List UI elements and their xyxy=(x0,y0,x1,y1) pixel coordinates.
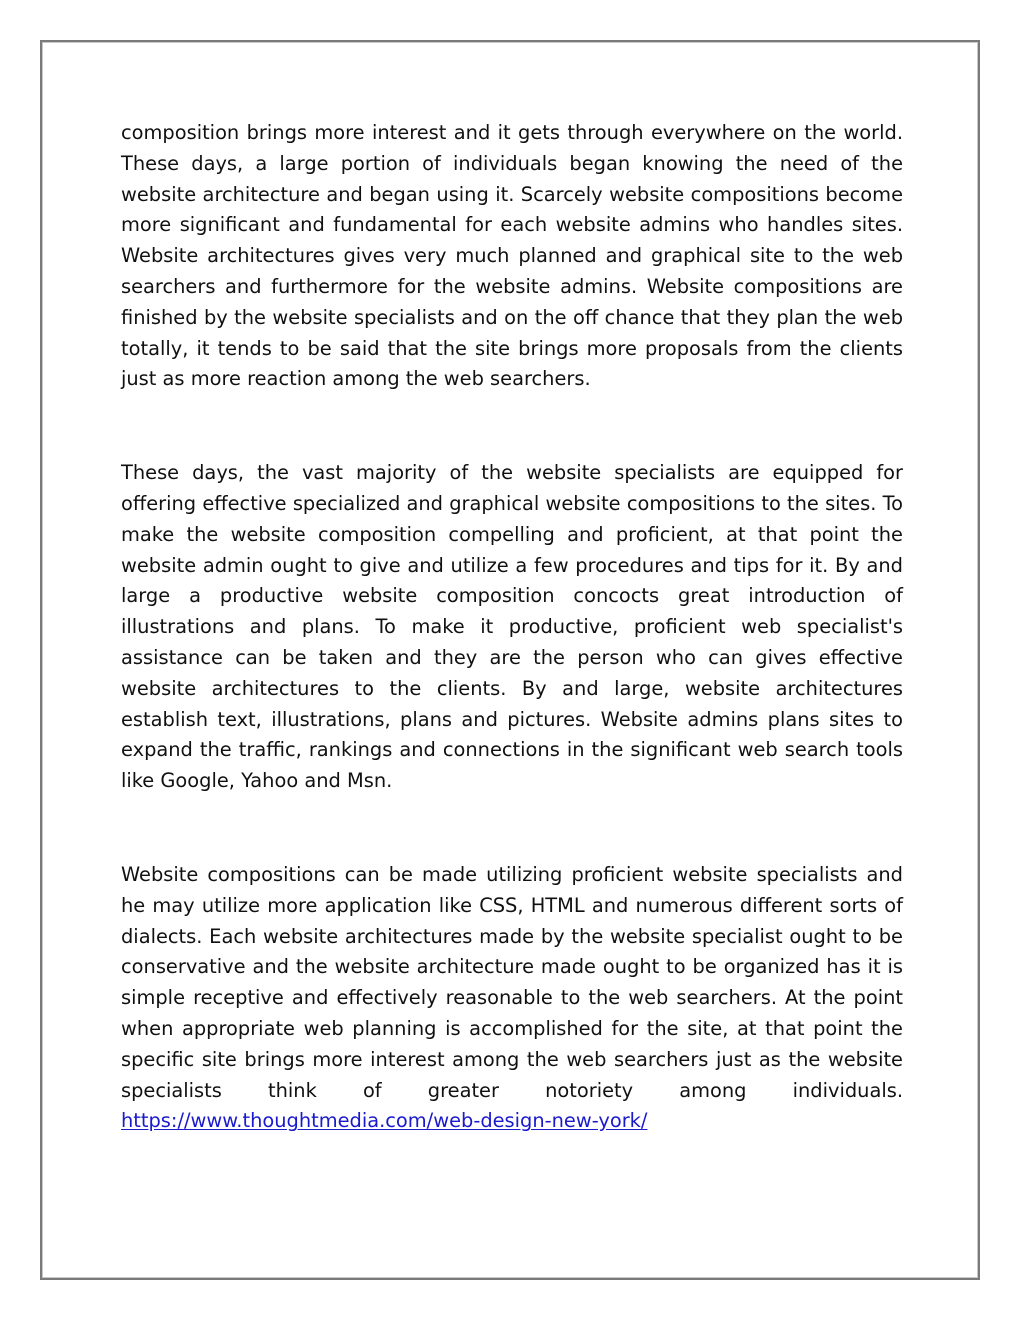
paragraph-1 xyxy=(121,118,903,395)
paragraph-3 xyxy=(121,860,903,1137)
document-body xyxy=(121,118,903,1137)
paragraph-1-text: composition brings more interest and it gets through everywhere on the world. These days, a large portion of individuals began knowing the need of the website architecture and began using it. Scarcely website compositions become more significant and fundamental for each website admins who handles sites. Website architectures gives very much planned and graphical site to the web searchers and furthermore for the website admins. Website compositions are finished by the website specialists and on the off chance that they plan the web totally, it tends to be said that the site brings more proposals from the clients just as more reaction among the web searchers. xyxy=(121,121,903,391)
website-link[interactable]: https://www.thoughtmedia.com/web-design-new-york/ xyxy=(121,1109,648,1133)
paragraph-3-text: Website compositions can be made utilizing proficient website specialists and he may utilize more application like CSS, HTML and numerous different sorts of dialects. Each website architectures made by the website specialist ought to be conservative and the website architecture made ought to be organized has it is simple receptive and effectively reasonable to the web searchers. At the point when appropriate web planning is accomplished for the site, at that point the specific site brings more interest among the web searchers just as the website specialists think of greater notoriety among individuals. xyxy=(121,862,903,1102)
paragraph-2-text: These days, the vast majority of the website specialists are equipped for offering effective specialized and graphical website compositions to the sites. To make the website composition compelling and proficient, at that point the website admin ought to give and utilize a few procedures and tips for it. By and large a productive website composition concocts great introduction of illustrations and plans. To make it productive, proficient web specialist's assistance can be taken and they are the person who can gives effective website architectures to the clients. By and large, website architectures establish text, illustrations, plans and pictures. Website admins plans sites to expand the traffic, rankings and connections in the significant web search tools like Google, Yahoo and Msn. xyxy=(121,461,903,793)
paragraph-2 xyxy=(121,458,903,797)
